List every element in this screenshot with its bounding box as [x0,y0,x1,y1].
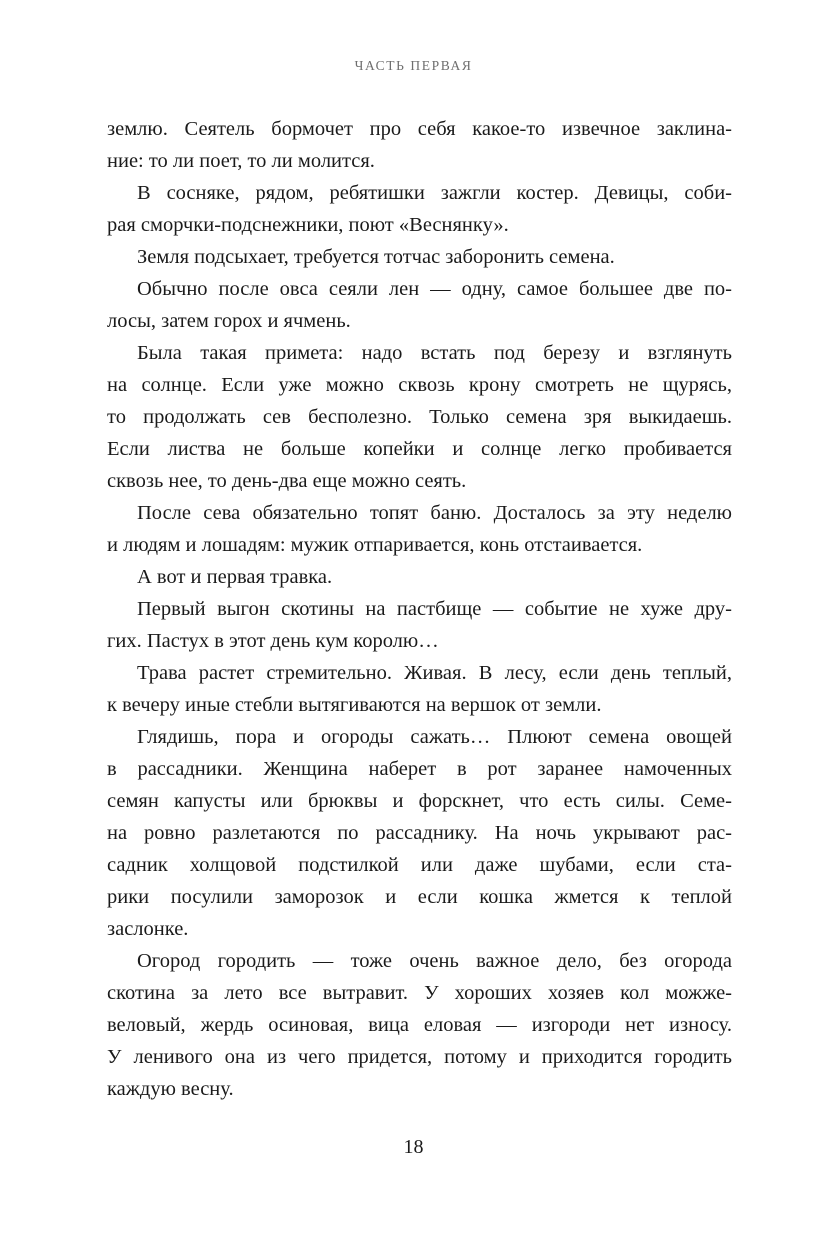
text-line: гих. Пастух в этот день кум королю… [107,630,439,652]
text-line: к вечеру иные стебли вытягиваются на вершок от земли. [107,694,602,716]
text-line: Земля подсыхает, требуется тотчас заборонить семена. [137,246,615,268]
page-number: 18 [403,1136,424,1158]
text-line: сквозь нее, то день-два еще можно сеять. [107,470,467,492]
text-line: Обычно после овса сеяли лен — одну, самое большее две по- [137,278,732,300]
text-line: ние: то ли поет, то ли молится. [107,150,375,172]
text-line: веловый, жердь осиновая, вица еловая — изгороди нет износу. [107,1014,732,1036]
text-line: в рассадники. Женщина наберет в рот заранее намоченных [107,758,732,780]
text-line: садник холщовой подстилкой или даже шубами, если ста- [107,854,732,876]
text-line: Была такая примета: надо встать под березу и взглянуть [137,342,732,364]
text-line: и людям и лошадям: мужик отпаривается, конь отстаивается. [107,534,643,556]
text-line: заслонке. [107,918,189,940]
text-line: то продолжать сев бесполезно. Только семена зря выкидаешь. [107,406,732,428]
text-line: лосы, затем горох и ячмень. [107,310,351,332]
text-line: Первый выгон скотины на пастбище — событие не хуже дру- [137,598,732,620]
text-line: на ровно разлетаются по рассаднику. На ночь укрывают рас- [107,822,732,844]
text-line: В сосняке, рядом, ребятишки зажгли костер. Девицы, соби- [137,182,732,204]
text-line: А вот и первая травка. [137,566,333,588]
text-line: рики посулили заморозок и если кошка жмется к теплой [107,886,732,908]
text-line: землю. Сеятель бормочет про себя какое-то извечное заклина- [107,118,732,140]
text-line: Если листва не больше копейки и солнце легко пробивается [107,438,732,460]
text-line: каждую весну. [107,1078,234,1100]
text-line: семян капусты или брюквы и форскнет, что есть силы. Семе- [107,790,732,812]
text-line: скотина за лето все вытравит. У хороших хозяев кол можже- [107,982,732,1004]
text-line: Глядишь, пора и огороды сажать… Плюют семена овощей [137,726,732,748]
text-line: У ленивого она из чего придется, потому и приходится городить [107,1046,732,1068]
body-text [107,113,732,1105]
running-head: ЧАСТЬ ПЕРВАЯ [354,58,473,73]
text-line: рая сморчки-подснежники, поют «Веснянку». [107,214,509,236]
text-line: Трава растет стремительно. Живая. В лесу, если день теплый, [137,662,732,684]
text-line: на солнце. Если уже можно сквозь крону смотреть не щурясь, [107,374,732,396]
text-line: Огород городить — тоже очень важное дело, без огорода [137,950,732,972]
text-line: После сева обязательно топят баню. Досталось за эту неделю [137,502,732,524]
